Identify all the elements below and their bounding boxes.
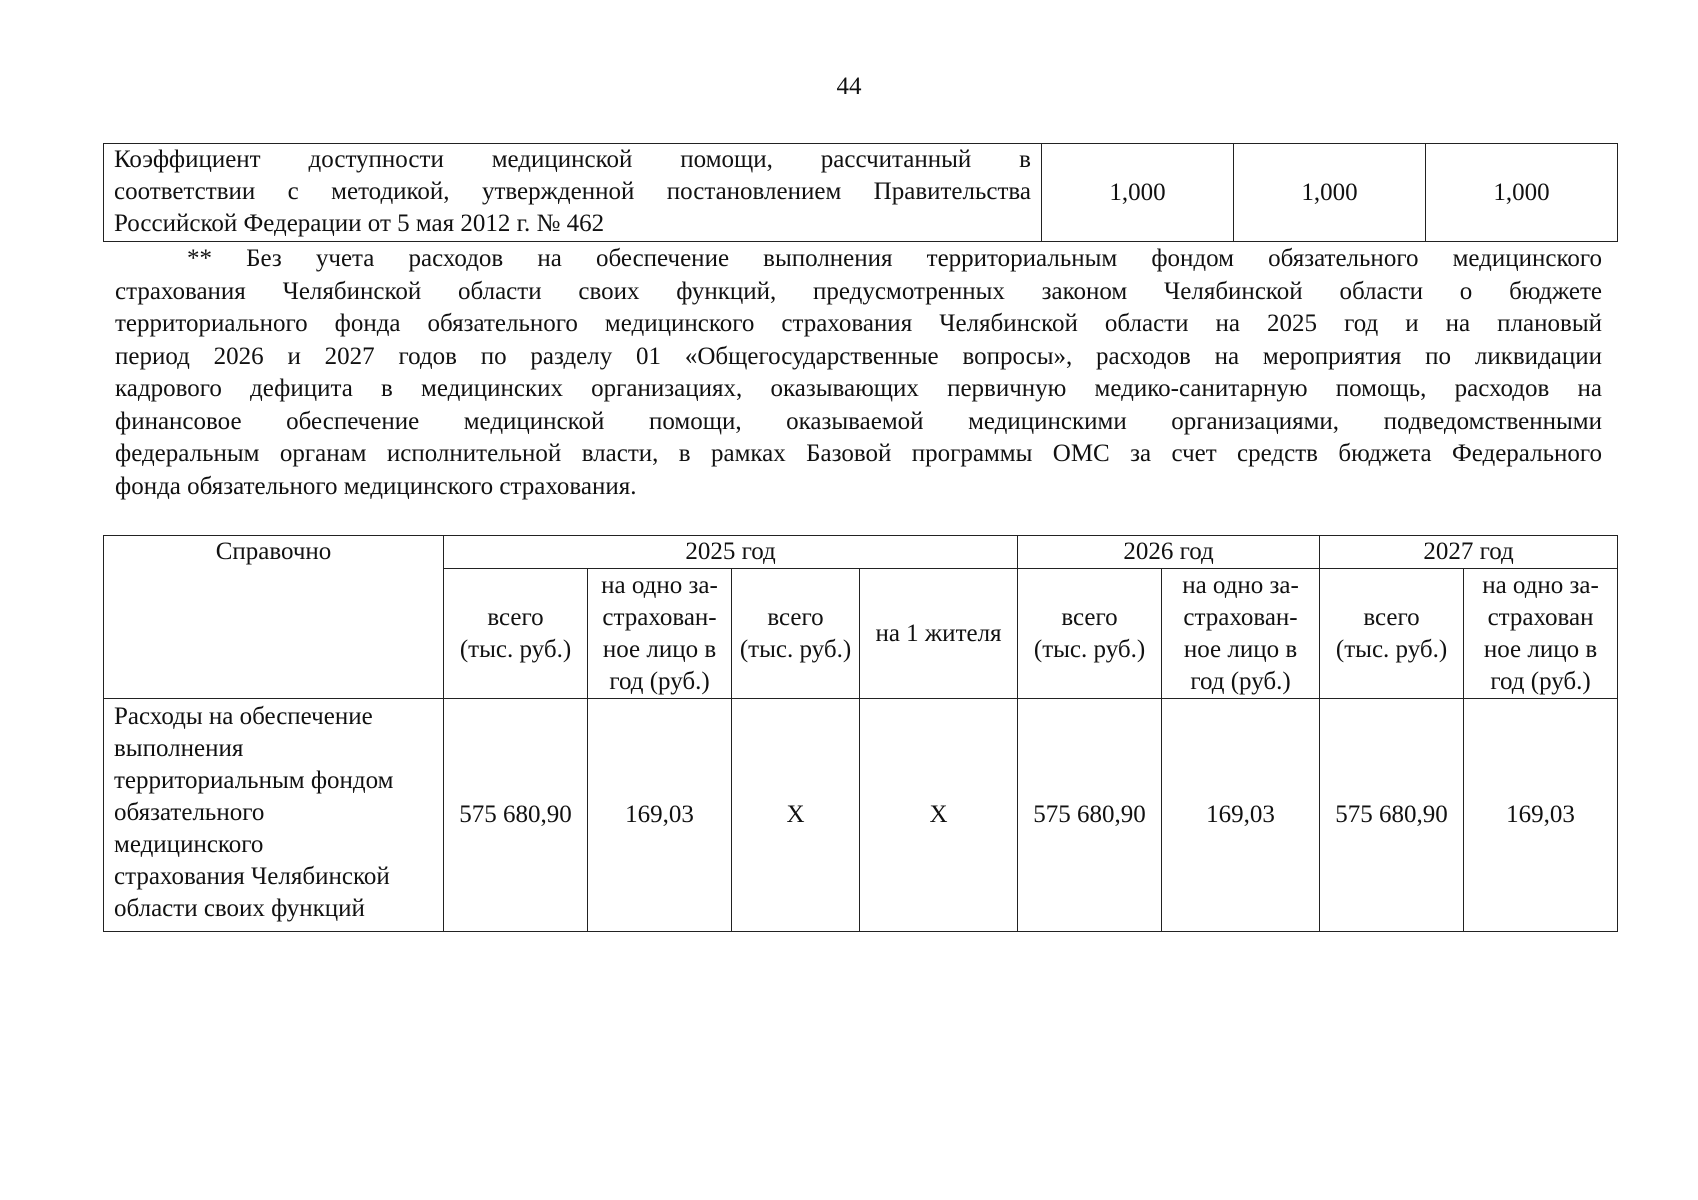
header-line: на 1 жителя [875,619,1002,647]
cell-total-2027: 575 680,90 [1320,699,1464,932]
header-line: всего [1363,603,1420,631]
table-header-row [104,536,1618,569]
header-line: на одно за- [1482,571,1599,599]
footnote [115,243,1602,503]
column-header-per-resident-2025 [860,569,1018,699]
header-line: год (руб.) [1190,667,1291,695]
header-line: ное лицо в [1483,635,1598,663]
cell-per-resident-2025: Х [860,699,1018,932]
column-header-per-insured-2025 [588,569,732,699]
label-line: страхования Челябинской [114,863,390,890]
label-line: Расходы на обеспечение [114,703,373,730]
coefficient-value-2027: 1,000 [1426,144,1618,242]
header-line: ное лицо в [602,635,717,663]
year-header-2026: 2026 год [1018,536,1320,569]
footnote-line: ** Без учета расходов на обеспечение выполнения территориальным фондом обязательного медицинского [187,245,1602,272]
header-line: (тыс. руб.) [1033,635,1146,663]
footnote-line: территориального фонда обязательного медицинского страхования Челябинской области на 2025 год и на плановый [115,310,1602,337]
header-line: (тыс. руб.) [739,635,852,663]
footnote-line: период 2026 и 2027 годов по разделу 01 «Общегосударственные вопросы», расходов на мероприятия по ликвидации [115,342,1602,370]
text-line: Коэффициент доступности медицинской помощи, рассчитанный в [114,146,1031,173]
header-line: год (руб.) [609,667,710,695]
column-header-total-2027 [1320,569,1464,699]
header-line: страхован [1487,603,1594,631]
coefficient-description [104,144,1042,242]
column-header-total-2025 [444,569,588,699]
table-row [104,699,1618,932]
column-header-total-2025-b [732,569,860,699]
label-line: области своих функций [114,895,365,922]
coefficient-table [103,143,1618,242]
footnote-line: федеральным органам исполнительной власти, в рамках Базовой программы ОМС за счет средств бюджета Федерального [115,440,1602,467]
header-line: на одно за- [601,571,718,599]
coefficient-value-2026: 1,000 [1234,144,1426,242]
cell-total-2026: 575 680,90 [1018,699,1162,932]
year-header-2025: 2025 год [444,536,1018,569]
label-line: выполнения [114,735,244,762]
header-line: (тыс. руб.) [1335,635,1448,663]
page-number: 44 [836,73,862,100]
header-line: страхован- [602,603,717,631]
header-line: (тыс. руб.) [459,635,572,663]
header-line: всего [1061,603,1118,631]
header-line: на одно за- [1182,571,1299,599]
cell-total-2025-b: Х [732,699,860,932]
label-line: территориальным фондом [114,767,394,794]
year-header-2027: 2027 год [1320,536,1618,569]
label-line: обязательного [114,799,265,826]
header-line: страхован- [1183,603,1298,631]
header-line: всего [487,603,544,631]
text-line: Российской Федерации от 5 мая 2012 г. № 462 [114,210,605,237]
coefficient-value-2025: 1,000 [1042,144,1234,242]
header-line: год (руб.) [1490,667,1591,695]
cell-total-2025: 575 680,90 [444,699,588,932]
column-header-per-insured-2027 [1464,569,1618,699]
footnote-line: страхования Челябинской области своих функций, предусмотренных законом Челябинской области о бюджете [115,277,1602,305]
text-line: соответствии с методикой, утвержденной постановлением Правительства [114,178,1031,205]
header-line: всего [767,603,824,631]
cell-per-insured-2025: 169,03 [588,699,732,932]
reference-table [103,535,1618,932]
cell-per-insured-2027: 169,03 [1464,699,1618,932]
cell-per-insured-2026: 169,03 [1162,699,1320,932]
footnote-line: фонда обязательного медицинского страхования. [115,472,637,500]
row-label [104,699,444,932]
footnote-line: финансовое обеспечение медицинской помощи, оказываемой медицинскими организациями, подведомственными [115,407,1602,435]
column-header-per-insured-2026 [1162,569,1320,699]
column-header-total-2026 [1018,569,1162,699]
header-line: ное лицо в [1183,635,1298,663]
label-line: медицинского [114,831,264,858]
footnote-line: кадрового дефицита в медицинских организациях, оказывающих первичную медико-санитарную помощь, расходов на [115,375,1602,402]
table-row [104,144,1618,242]
reference-label: Справочно [104,536,444,699]
